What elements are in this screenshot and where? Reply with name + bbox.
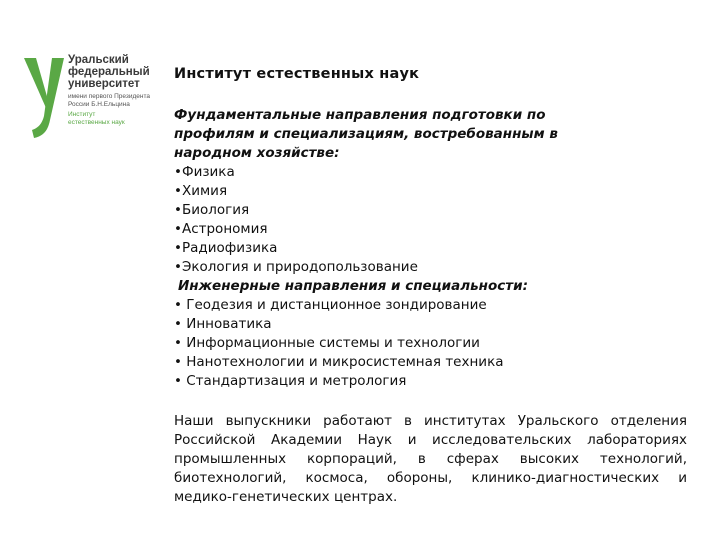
engineering-heading: Инженерные направления и специальности: xyxy=(178,278,528,294)
list-item: • Стандартизация и метрология xyxy=(174,373,407,389)
list-item: • Геодезия и дистанционное зондирование xyxy=(174,297,487,313)
university-logo xyxy=(22,54,167,144)
main-content xyxy=(174,106,690,391)
page-title: Институт естественных наук xyxy=(174,66,420,82)
list-item: •Химия xyxy=(174,183,228,199)
list-item: • Нанотехнологии и микросистемная техника xyxy=(174,354,504,370)
logo-text xyxy=(68,54,168,126)
graduates-paragraph: Наши выпускники работают в институтах Уральского отделения Российской Академии Наук и исследовательских лабораториях промышленных корпораций, в сферах высоких технологий, биотехнологий, космоса, обороны, клинико-диагностических и медико-генетических центрах. xyxy=(174,413,687,505)
list-item: •Радиофизика xyxy=(174,240,278,256)
list-item: •Экология и природопользование xyxy=(174,259,418,275)
list-item: • Информационные системы и технологии xyxy=(174,335,480,351)
list-item: •Астрономия xyxy=(174,221,268,237)
list-item: •Биология xyxy=(174,202,250,218)
institute-name: Институт естественных наук xyxy=(68,111,125,126)
university-name: Уральский федеральный университет xyxy=(68,54,150,90)
fundamental-heading: Фундаментальные направления подготовки по профилям и специализациям, востребованным в народном хозяйстве: xyxy=(174,107,558,161)
list-item: •Физика xyxy=(174,164,235,180)
list-item: • Инноватика xyxy=(174,316,272,332)
university-subtitle: имени первого Президента России Б.Н.Ельцина xyxy=(68,93,151,108)
university-logo-mark-icon xyxy=(22,54,68,142)
